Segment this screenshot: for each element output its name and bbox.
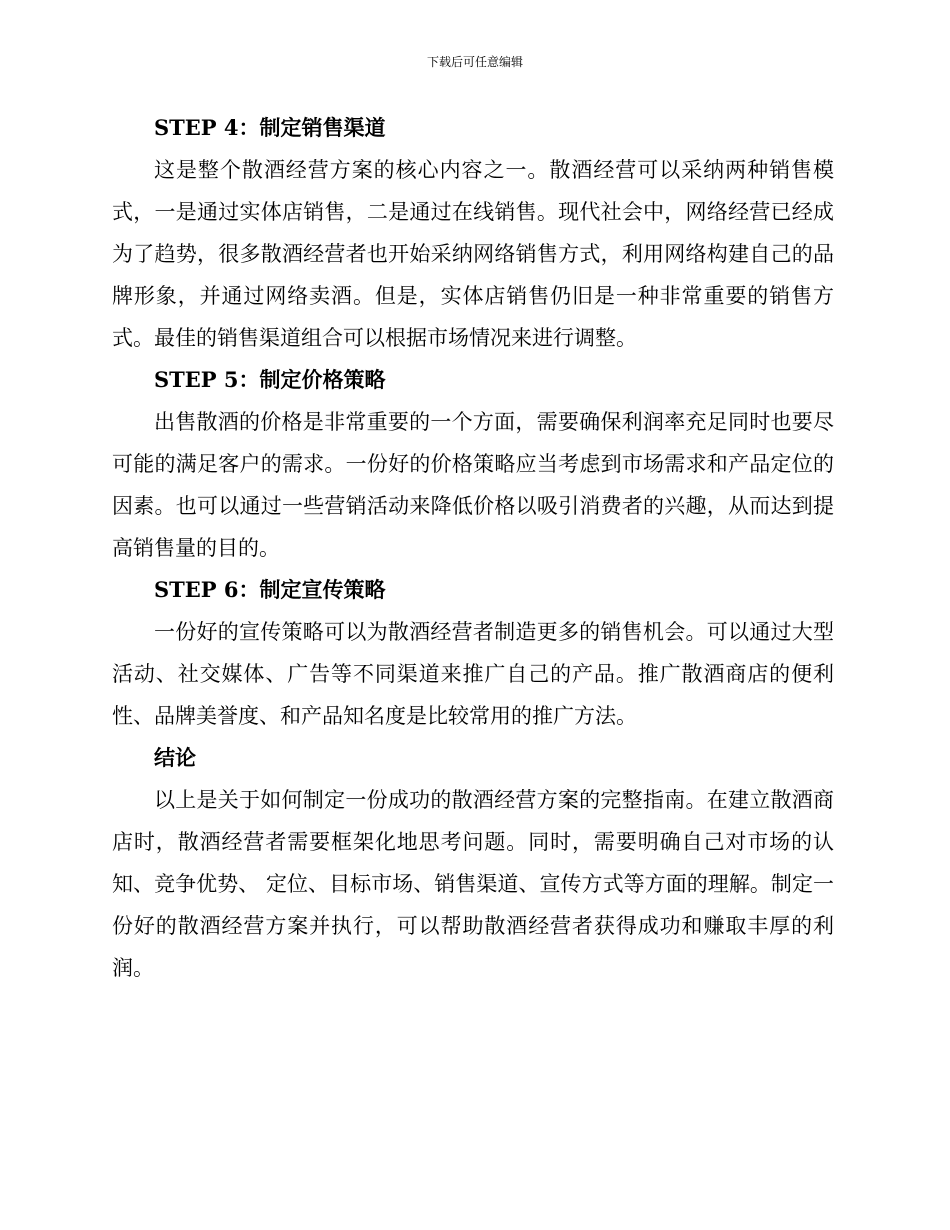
page-header: 下载后可任意编辑 <box>426 55 523 69</box>
section-paragraph-step5: 出售散酒的价格是非常重要的一个方面，需要确保利润率充足同时也要尽可能的满足客户的需求。一份好的价格策略应当考虑到市场需求和产品定位的因素。也可以通过一些营销活动来降低价格以吸引消费者的兴趣，从而达到提高销售量的目的。 <box>112 410 834 560</box>
document-body <box>112 107 834 989</box>
section-paragraph-step4: 这是整个散酒经营方案的核心内容之一。散酒经营可以采纳两种销售模式，一是通过实体店销售，二是通过在线销售。现代社会中，网络经营已经成为了趋势，很多散酒经营者也开始采纳网络销售方式，利用网络构建自己的品牌形象，并通过网络卖酒。但是，实体店销售仍旧是一种非常重要的销售方式。最佳的销售渠道组合可以根据市场情况来进行调整。 <box>112 158 834 350</box>
section-heading-conclusion: 结论 <box>154 745 196 770</box>
section-paragraph-conclusion: 以上是关于如何制定一份成功的散酒经营方案的完整指南。在建立散酒商店时，散酒经营者需要框架化地思考问题。同时，需要明确自己对市场的认知、竞争优势、 定位、目标市场、销售渠道、宣传方式等方面的理解。制定一份好的散酒经营方案并执行，可以帮助散酒经营者获得成功和赚取丰厚的利润。 <box>112 788 834 980</box>
section-paragraph-step6: 一份好的宣传策略可以为散酒经营者制造更多的销售机会。可以通过大型活动、社交媒体、广告等不同渠道来推广自己的产品。推广散酒商店的便利性、品牌美誉度、和产品知名度是比较常用的推广方法。 <box>112 620 834 728</box>
section-heading-step5: STEP 5：制定价格策略 <box>154 367 386 392</box>
section-heading-step4: STEP 4：制定销售渠道 <box>154 115 386 140</box>
section-heading-step6: STEP 6：制定宣传策略 <box>154 577 386 602</box>
